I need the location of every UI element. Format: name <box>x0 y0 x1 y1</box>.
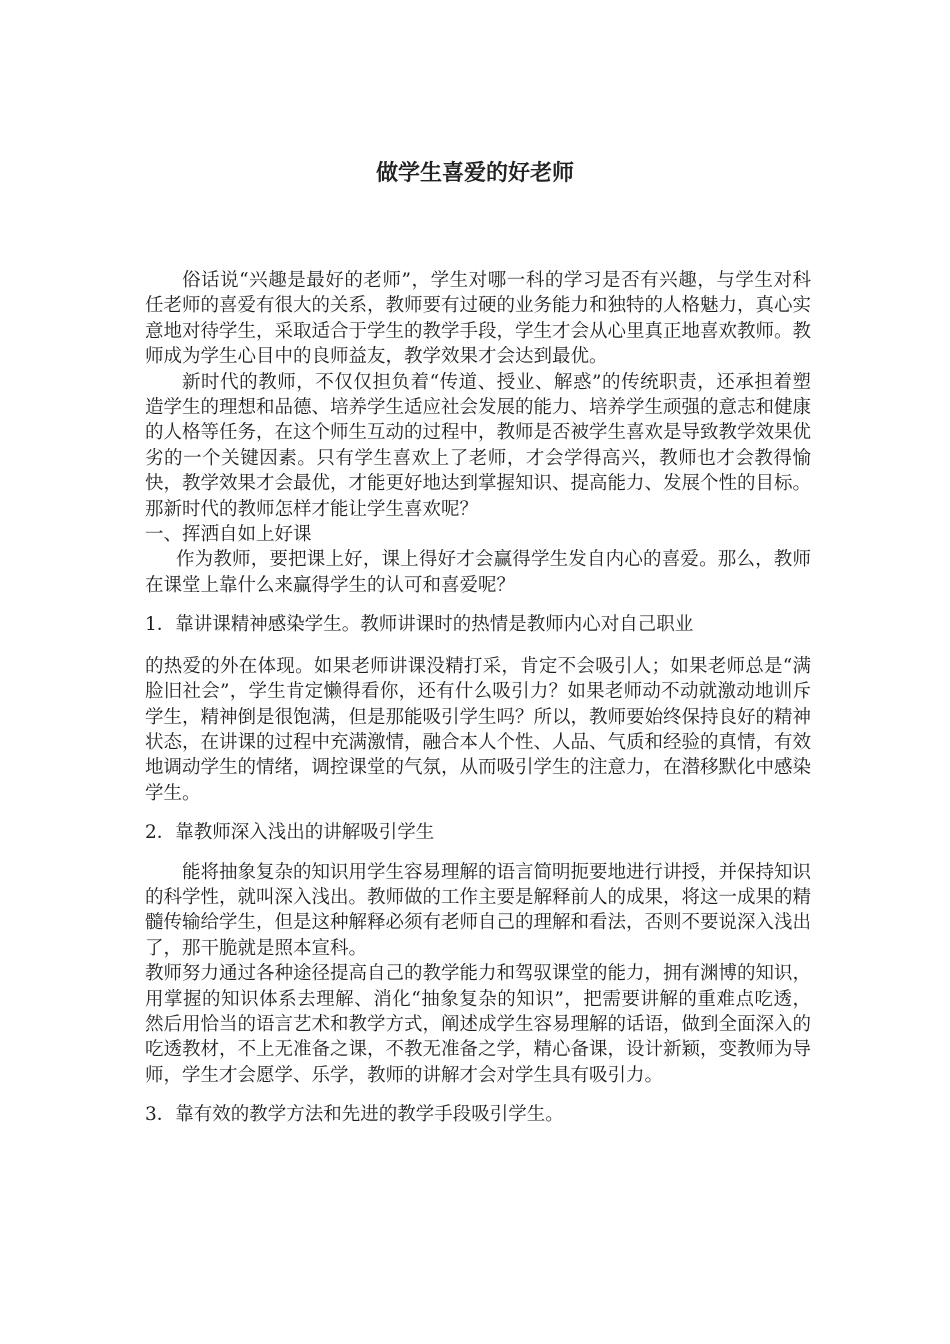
paragraph-teaching-well: 作为教师，要把课上好，课上得好才会赢得学生发自内心的喜爱。那么，教师在课堂上靠什么来赢得学生的认可和喜爱呢？ <box>145 549 811 596</box>
paragraph-new-era-teacher: 新时代的教师，不仅仅担负着“传道、授业、解惑”的传统职责，还承担着塑造学生的理想和品德、培养学生适应社会发展的能力、培养学生顽强的意志和健康的人格等任务，在这个师生互动的过程中，教师是否被学生喜欢是导致教学效果优劣的一个关键因素。只有学生喜欢上了老师，才会学得高兴，教师也才会教得愉快，教学效果才会最优，才能更好地达到掌握知识、提高能力、发展个性的目标。那新时代的教师怎样才能让学生喜欢呢？ <box>145 371 812 520</box>
list-item-2: 2．靠教师深入浅出的讲解吸引学生 <box>145 822 435 844</box>
section-heading-1: 一、挥洒自如上好课 <box>145 524 312 546</box>
document-body <box>145 268 811 1128</box>
paragraph-intro: 俗话说“兴趣是最好的老师”，学生对哪一科的学习是否有兴趣，与学生对科任老师的喜爱有很大的关系，教师要有过硬的业务能力和独特的人格魅力，真心实意地对待学生，采取适合于学生的教学手段，学生才会从心里真正地喜欢教师。教师成为学生心目中的良师益友，教学效果才会达到最优。 <box>145 270 812 368</box>
paragraph-spirit: 的热爱的外在体现。如果老师讲课没精打采，肯定不会吸引人；如果老师总是“满脸旧社会”，学生肯定懒得看你，还有什么吸引力？如果老师动不动就激动地训斥学生，精神倒是很饱满，但是那能吸引学生吗？所以，教师要始终保持良好的精神状态，在讲课的过程中充满激情，融合本人个性、人品、气质和经验的真情，有效地调动学生的情绪，调控课堂的气氛，从而吸引学生的注意力，在潜移默化中感染学生。 <box>145 655 812 804</box>
list-item-3: 3．靠有效的教学方法和先进的教学手段吸引学生。 <box>145 1104 564 1126</box>
paragraph-teaching-ability: 教师努力通过各种途径提高自己的教学能力和驾驭课堂的能力，拥有渊博的知识，用掌握的知识体系去理解、消化“抽象复杂的知识”，把需要讲解的重难点吃透，然后用恰当的语言艺术和教学方式，阐述成学生容易理解的话语，做到全面深入的吃透教材，不上无准备之课，不教无准备之学，精心备课，设计新颖，变教师为导师，学生才会愿学、乐学，教师的讲解才会对学生具有吸引力。 <box>145 963 812 1086</box>
list-item-1: 1．靠讲课精神感染学生。教师讲课时的热情是教师内心对自己职业 <box>145 614 694 636</box>
paragraph-explanation: 能将抽象复杂的知识用学生容易理解的语言简明扼要地进行讲授，并保持知识的科学性，就叫深入浅出。教师做的工作主要是解释前人的成果，将这一成果的精髓传输给学生，但是这种解释必须有老师自己的理解和看法，否则不要说深入浅出了，那干脆就是照本宣科。 <box>145 861 812 959</box>
page-title: 做学生喜爱的好老师 <box>375 161 574 186</box>
